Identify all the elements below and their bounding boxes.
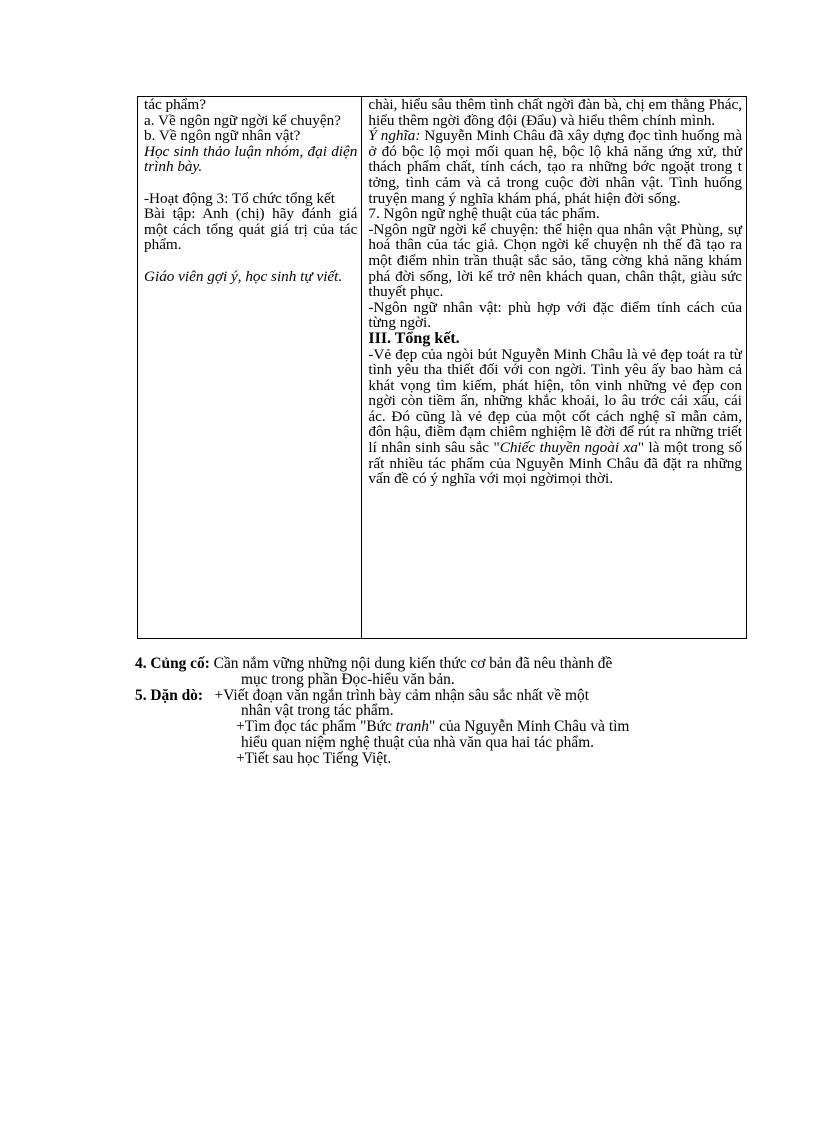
homework-item-1-cont: nhân vật trong tác phẩm. — [241, 702, 394, 720]
work-title-tranh: tranh — [395, 718, 429, 736]
homework-label: 5. Dặn dò: — [135, 686, 203, 704]
left-line: b. Về ngôn ngữ nhân vật? — [144, 127, 301, 145]
intro-paragraph: chài, hiểu sâu thêm tình chất ngời đàn bà, chị em thằng Phác, hiểu thêm ngời đồng đội (Đẩu) và hiểu thêm chính mình. — [368, 96, 742, 129]
summary-title: III. Tổng kết. — [368, 329, 460, 347]
homework-item-3: +Tiết sau học Tiếng Việt. — [236, 749, 392, 767]
activities-column — [138, 97, 362, 639]
table-row — [138, 97, 747, 639]
consolidation-label: 4. Củng cố: — [135, 655, 210, 672]
homework-item-2 — [135, 719, 740, 735]
summary-paragraph — [368, 347, 742, 487]
section-7-paragraph: -Ngôn ngữ nhân vật: phù hợp với đặc điểm tính cách của từng ngời. — [368, 298, 742, 332]
left-line: Bài tập: Anh (chị) hãy đánh giá một cách tổng quát giá trị của tác phẩm. — [144, 205, 358, 254]
spacer — [144, 253, 357, 269]
homework-item-1: +Viết đoạn văn ngắn trình bày cảm nhận sâu sắc nhất về một — [203, 686, 589, 704]
homework-item-2-text: " của Nguyễn Minh Châu và tìm — [429, 718, 630, 736]
left-line: Học sinh thảo luận nhóm, đại diện trình bày. — [144, 142, 358, 176]
consolidation-line-2: mục trong phần Đọc-hiểu văn bản. — [241, 670, 455, 688]
homework-item-2-cont: hiểu quan niệm nghệ thuật của nhà văn qua hai tác phẩm. — [241, 733, 595, 751]
left-line: Giáo viên gợi ý, học sinh tự viết. — [144, 267, 343, 285]
left-line: -Hoạt động 3: Tổ chức tổng kết — [144, 189, 336, 207]
consolidation-text: Cần nắm vững những nội dung kiến thức cơ bản đã nêu thành đề — [209, 655, 613, 672]
homework-item-2-text: +Tìm đọc tác phẩm "Bức — [236, 718, 396, 736]
left-line: tác phẩm? — [144, 96, 206, 113]
work-title: Chiếc thuyền ngoài xa — [499, 439, 638, 457]
lesson-table — [137, 96, 747, 639]
section-7-title: 7. Ngôn ngữ nghệ thuật của tác phẩm. — [368, 205, 600, 223]
meaning-text: Nguyễn Minh Châu đã xây dựng đọc tình huống mà ở đó bộc lộ mọi mối quan hệ, bộc lộ khả năng ứng xử, thử thách phẩm chất, tính cách, tạo ra những bớc ngoặt trong t tởng, tình cảm và cả trong cuộc đời nhân vật. Tình huống truyện mang ý nghĩa khám phá, phát hiện đời sống. — [368, 127, 742, 207]
content-column — [362, 97, 747, 639]
meaning-paragraph — [368, 128, 742, 206]
lesson-footer — [135, 656, 740, 767]
homework-line — [135, 688, 740, 704]
meaning-label: Ý nghĩa: — [368, 127, 421, 145]
consolidation-line — [135, 656, 740, 672]
section-7-paragraph: -Ngôn ngữ ngời kể chuyện: thể hiện qua nhân vật Phùng, sự hoá thân của tác giả. Chọn ngời kể chuyện nh thế đã tạo ra một điểm nhìn trần thuật sắc sảo, tăng cờng khả năng khám phá đời sống, lời kể trở nên khách quan, chân thật, giàu sức thuyết phục. — [368, 220, 742, 301]
left-line: a. Về ngôn ngữ ngời kể chuyện? — [144, 111, 341, 129]
summary-text: -Vẻ đẹp của ngòi bút Nguyễn Minh Châu là vẻ đẹp toát ra từ tình yêu tha thiết đối với con ngời. Tình yêu ấy bao hàm cả khát vọng tìm kiếm, phát hiện, tôn vinh những vẻ đẹp con ngời còn tiềm ẩn, những khắc khoải, lo âu trớc cái xấu, cái ác. Đó cũng là vẻ đẹp của một cốt cách nghệ sĩ mẫn cảm, đôn hậu, điềm đạm chiêm nghiệm lẽ đời để rút ra những triết lí nhân sinh sâu sắc " — [368, 345, 742, 457]
summary-text: " là một trong số rất nhiều tác phẩm của Nguyễn Minh Châu đã đặt ra những vấn đề có ý nghĩa với mọi ngờimọi thời. — [368, 439, 742, 488]
spacer — [144, 175, 357, 191]
